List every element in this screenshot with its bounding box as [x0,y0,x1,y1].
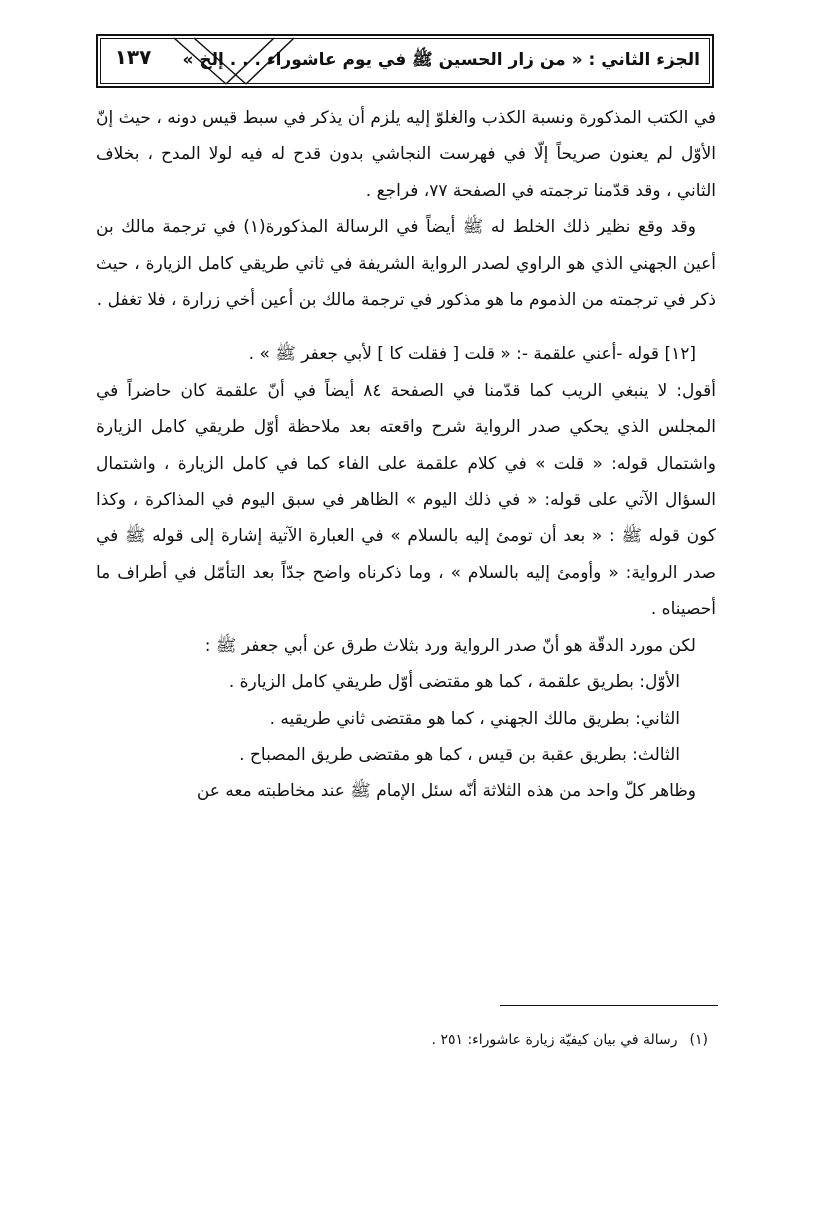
page-number: ١٣٧ [114,45,152,69]
running-header [96,34,714,88]
paragraph: أقول: لا ينبغي الريب كما قدّمنا في الصفحة ٨٤ أيضاً في أنّ علقمة كان حاضراً في المجلس الذي يحكي صدر الرواية شرح واقعته بعد ملاحظة أوّل طريقي كامل الزيارة واشتمال قوله: « قلت » في كلام علقمة على الفاء كما في كامل الزيارة ، واشتمال السؤال الآتي على قوله: « في ذلك اليوم » الظاهر في سبق اليوم في المذاكرة ، وكذا كون قوله ﷺ : « بعد أن تومئ إليه بالسلام » في العبارة الآتية إشارة إلى قوله ﷺ في صدر الرواية: « وأومئ إليه بالسلام » ، وما ذكرناه واضح جدّاً بعد التأمّل في أطراف ما أحصيناه . [96,380,716,620]
running-header-title: الجزء الثاني : « من زار الحسين ﷺ في يوم عاشوراء . . . إلخ » [182,50,700,70]
footnote-number: (١) [689,1032,708,1048]
paragraph: وقد وقع نظير ذلك الخلط له ﷺ أيضاً في الرسالة المذكورة(١) في ترجمة مالك بن أعين الجهني الذي هو الراوي لصدر الرواية الشريفة في ثاني طريقي كامل الزيارة ، حيث ذكر في ترجمته من الذموم ما هو مذكور في ترجمة مالك بن أعين أخي زرارة ، فلا تغفل . [96,217,716,311]
paragraph: لكن مورد الدقّة هو أنّ صدر الرواية ورد بثلاث طرق عن أبي جعفر ﷺ : [204,635,696,656]
list-item: الأوّل: بطريق علقمة ، كما هو مقتضى أوّل طريقي كامل الزيارة . [228,672,680,693]
footnote-text: رسالة في بيان كيفيّة زيارة عاشوراء: ٢٥١ . [431,1032,678,1048]
paragraph: وظاهر كلّ واحد من هذه الثلاثة أنّه سئل الإمام ﷺ عند مخاطبته معه عن [196,781,696,802]
section-heading: [١٢] قوله -أعني علقمة -: « قلت [ فقلت كا ] لأبي جعفر ﷺ » . [248,344,696,365]
main-text [96,100,716,810]
list-item: الثالث: بطريق عقبة بن قيس ، كما هو مقتضى طريق المصباح . [239,744,680,765]
footnote-divider [500,1005,718,1006]
footnote [98,1028,718,1052]
paragraph: في الكتب المذكورة ونسبة الكذب والغلوّ إليه يلزم أن يذكر في سبط قيس دونه ، حيث إنّ الأوّل لم يعنون صريحاً إلّا في فهرست النجاشي بدون قدح له فيه لولا المدح ، بخلاف الثاني ، وقد قدّمنا ترجمته في الصفحة ٧٧، فراجع . [96,108,716,201]
list-item: الثاني: بطريق مالك الجهني ، كما هو مقتضى ثاني طريقيه . [269,708,680,729]
